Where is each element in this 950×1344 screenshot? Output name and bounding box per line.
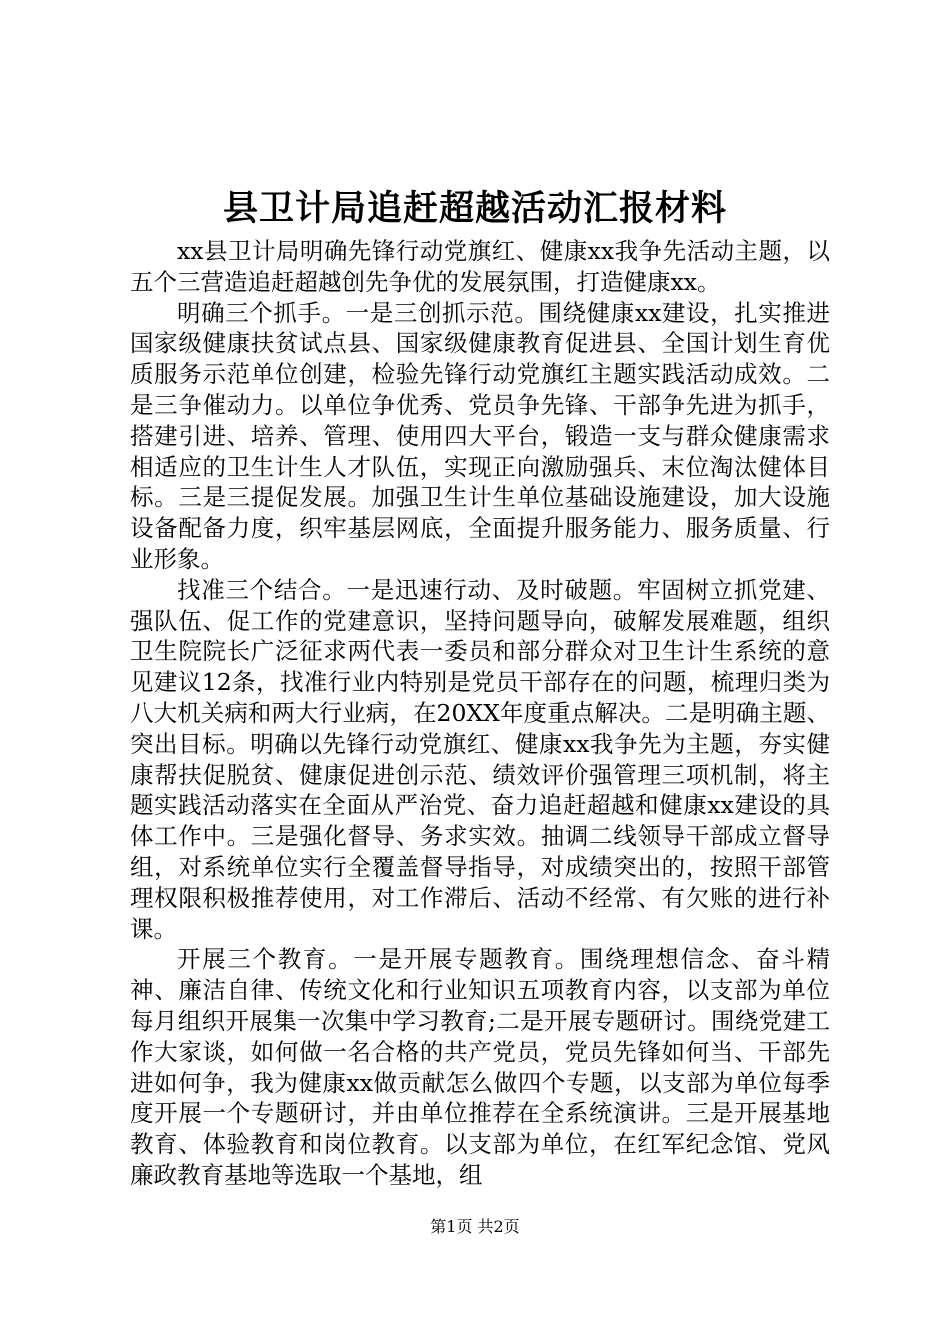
paragraph: 找准三个结合。一是迅速行动、及时破题。牢固树立抓党建、强队伍、促工作的党建意识，坚持问题导向，破解发展难题，组织卫生院院长广泛征求两代表一委员和部分群众对卫生计生系统的意见建议12条，找准行业内特别是党员干部存在的问题，梳理归类为八大机关病和两大行业病，在20XX年度重点解决。二是明确主题、突出目标。明确以先锋行动党旗红、健康xx我争先为主题，夯实健康帮扶促脱贫、健康促进创示范、绩效评价强管理三项机制，将主题实践活动落实在全面从严治党、奋力追赶超越和健康xx建设的具体工作中。三是强化督导、务求实效。抽调二线领导干部成立督导组，对系统单位实行全覆盖督导指导，对成绩突出的，按照干部管理权限积极推荐使用，对工作滞后、活动不经常、有欠账的进行补课。 (130, 575, 830, 943)
paragraph: 开展三个教育。一是开展专题教育。围绕理想信念、奋斗精神、廉洁自律、传统文化和行业知识五项教育内容，以支部为单位每月组织开展集一次集中学习教育;二是开展专题研讨。围绕党建工作大家谈，如何做一名合格的共产党员，党员先锋如何当、干部先进如何争，我为健康xx做贡献怎么做四个专题，以支部为单位每季度开展一个专题研讨，并由单位推荐在全系统演讲。三是开展基地教育、体验教育和岗位教育。以支部为单位，在红军纪念馆、党风廉政教育基地等选取一个基地，组 (130, 945, 830, 1189)
paragraph: 明确三个抓手。一是三创抓示范。围绕健康xx建设，扎实推进国家级健康扶贫试点县、国家级健康教育促进县、全国计划生育优质服务示范单位创建，检验先锋行动党旗红主题实践活动成效。二是三争催动力。以单位争优秀、党员争先锋、干部争先进为抓手，搭建引进、培养、管理、使用四大平台，锻造一支与群众健康需求相适应的卫生计生人才队伍，实现正向激励强兵、末位淘汰健体目标。三是三提促发展。加强卫生计生单位基础设施建设，加大设施设备配备力度，织牢基层网底，全面提升服务能力、服务质量、行业形象。 (130, 298, 830, 573)
page-number-footer: 第1页 共2页 (430, 1217, 520, 1236)
document-title: 县卫计局追赶超越活动汇报材料 (222, 188, 727, 229)
document-body (130, 236, 830, 1191)
paragraph: xx县卫计局明确先锋行动党旗红、健康xx我争先活动主题，以五个三营造追赶超越创先争优的发展氛围，打造健康xx。 (130, 237, 830, 296)
